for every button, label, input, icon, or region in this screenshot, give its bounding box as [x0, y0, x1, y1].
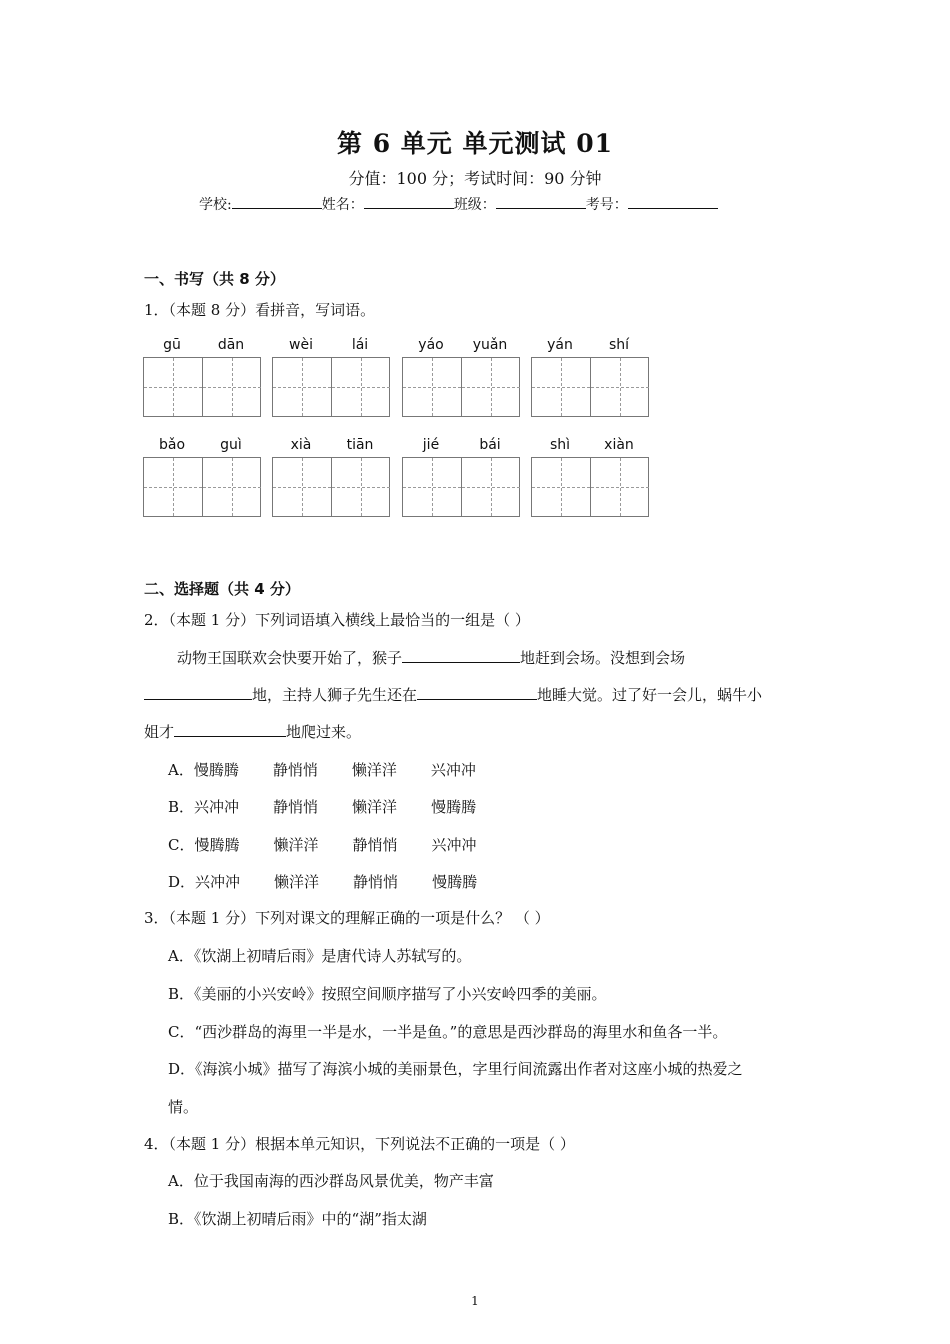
answer-option[interactable]	[168, 796, 510, 817]
option-word: 静悄悄	[353, 873, 399, 891]
tianzige-cell[interactable]	[273, 358, 332, 416]
pinyin-label: jié	[422, 437, 440, 453]
section-heading: 一、书写（共 8 分）	[144, 270, 285, 288]
option-word: C．慢腾腾	[168, 836, 240, 854]
tianzige-cell[interactable]	[403, 358, 462, 416]
answer-option[interactable]: A．位于我国南海的西沙群岛风景优美，物产丰富	[168, 1172, 494, 1190]
fill-blank[interactable]	[144, 685, 252, 700]
pinyin-label: yáo	[418, 337, 444, 353]
class-blank[interactable]	[496, 196, 586, 209]
pinyin-label: yuǎn	[472, 337, 508, 353]
option-word: 慢腾腾	[431, 798, 477, 816]
tianzige-cell[interactable]	[403, 458, 462, 516]
option-word: 懒洋洋	[352, 798, 398, 816]
tianzige-cell[interactable]	[462, 358, 520, 416]
student-info-line	[199, 194, 718, 214]
passage-text: 地，主持人狮子先生还在	[252, 686, 418, 704]
passage-text: 地赶到会场。没想到会场	[520, 649, 686, 667]
pinyin-label: shì	[549, 437, 571, 453]
answer-option[interactable]: D．《海滨小城》描写了海滨小城的美丽景色，字里行间流露出作者对这座小城的热爱之	[168, 1060, 743, 1078]
option-word: 懒洋洋	[274, 873, 320, 891]
writing-box-pair[interactable]	[531, 357, 649, 417]
answer-option-continued: 情。	[168, 1098, 199, 1116]
number-label: 考号：	[585, 197, 628, 213]
passage-text: 地爬过来。	[286, 723, 362, 741]
option-word: 兴冲冲	[431, 836, 477, 854]
page-number: 1	[471, 1294, 479, 1308]
fill-blank[interactable]	[402, 648, 520, 663]
option-word: D．兴冲冲	[168, 873, 241, 891]
section-heading: 二、选择题（共 4 分）	[144, 580, 300, 598]
tianzige-cell[interactable]	[332, 358, 390, 416]
tianzige-cell[interactable]	[332, 458, 390, 516]
option-word: 静悄悄	[272, 761, 318, 779]
pinyin-label: dān	[217, 337, 245, 353]
pinyin-label: xiàn	[604, 437, 634, 453]
class-label: 班级：	[453, 197, 496, 213]
pinyin-label: wèi	[289, 337, 313, 353]
option-word: 静悄悄	[273, 798, 319, 816]
option-word: B．兴冲冲	[168, 798, 240, 816]
option-word: 懒洋洋	[351, 761, 397, 779]
answer-option[interactable]: A．《饮湖上初晴后雨》是唐代诗人苏轼写的。	[168, 947, 472, 965]
tianzige-cell[interactable]	[203, 458, 261, 516]
passage-text: 姐才	[144, 723, 175, 741]
tianzige-cell[interactable]	[203, 358, 261, 416]
passage-line	[144, 721, 361, 742]
writing-box-pair[interactable]	[531, 457, 649, 517]
tianzige-cell[interactable]	[532, 358, 591, 416]
tianzige-cell[interactable]	[591, 358, 649, 416]
tianzige-cell[interactable]	[532, 458, 591, 516]
question-stem: 4．（本题 1 分）根据本单元知识，下列说法不正确的一项是（ ）	[144, 1135, 575, 1153]
passage-text: 动物王国联欢会快要开始了，猴子	[177, 649, 403, 667]
pinyin-label: yán	[547, 337, 573, 353]
pinyin-label: xià	[290, 437, 312, 453]
page-title: 第 6 单元 单元测试 01	[336, 129, 613, 158]
pinyin-label: gū	[163, 337, 181, 353]
option-word: 懒洋洋	[273, 836, 319, 854]
option-word: 慢腾腾	[432, 873, 478, 891]
passage-text: 地睡大觉。过了好一会儿，蜗牛小	[537, 686, 763, 704]
tianzige-cell[interactable]	[144, 458, 203, 516]
question-stem: 3．（本题 1 分）下列对课文的理解正确的一项是什么？ （ ）	[144, 909, 550, 927]
passage-line	[144, 684, 762, 705]
writing-box-pair[interactable]	[272, 457, 390, 517]
writing-box-pair[interactable]	[143, 457, 261, 517]
writing-box-pair[interactable]	[143, 357, 261, 417]
tianzige-cell[interactable]	[462, 458, 520, 516]
pinyin-label: shí	[608, 337, 630, 353]
school-label: 学校:	[199, 197, 232, 213]
answer-option[interactable]: C．“西沙群岛的海里一半是水，一半是鱼。”的意思是西沙群岛的海里水和鱼各一半。	[168, 1023, 728, 1041]
option-word: A．慢腾腾	[168, 761, 239, 779]
answer-option[interactable]	[168, 759, 510, 780]
answer-option[interactable]	[168, 834, 511, 855]
pinyin-label: bǎo	[158, 437, 186, 453]
option-word: 兴冲冲	[430, 761, 476, 779]
option-word: 静悄悄	[352, 836, 398, 854]
tianzige-cell[interactable]	[144, 358, 203, 416]
number-blank[interactable]	[628, 196, 718, 209]
writing-box-pair[interactable]	[272, 357, 390, 417]
tianzige-cell[interactable]	[273, 458, 332, 516]
answer-option[interactable]	[168, 871, 511, 892]
writing-box-pair[interactable]	[402, 357, 520, 417]
pinyin-label: guì	[220, 437, 242, 453]
pinyin-label: bái	[479, 437, 501, 453]
name-blank[interactable]	[364, 196, 454, 209]
fill-blank[interactable]	[417, 685, 537, 700]
question-stem: 1．（本题 8 分）看拼音，写词语。	[144, 301, 376, 319]
exam-meta: 分值：100 分；考试时间：90 分钟	[348, 169, 602, 188]
pinyin-label: tiān	[346, 437, 374, 453]
question-stem: 2．（本题 1 分）下列词语填入横线上最恰当的一组是（ ）	[144, 611, 530, 629]
fill-blank[interactable]	[174, 722, 286, 737]
name-label: 姓名：	[321, 197, 364, 213]
answer-option[interactable]: B．《美丽的小兴安岭》按照空间顺序描写了小兴安岭四季的美丽。	[168, 985, 607, 1003]
school-blank[interactable]	[232, 196, 322, 209]
writing-box-pair[interactable]	[402, 457, 520, 517]
tianzige-cell[interactable]	[591, 458, 649, 516]
answer-option[interactable]: B．《饮湖上初晴后雨》中的“湖”指太湖	[168, 1210, 427, 1228]
passage-line	[177, 647, 685, 668]
pinyin-label: lái	[351, 337, 369, 353]
